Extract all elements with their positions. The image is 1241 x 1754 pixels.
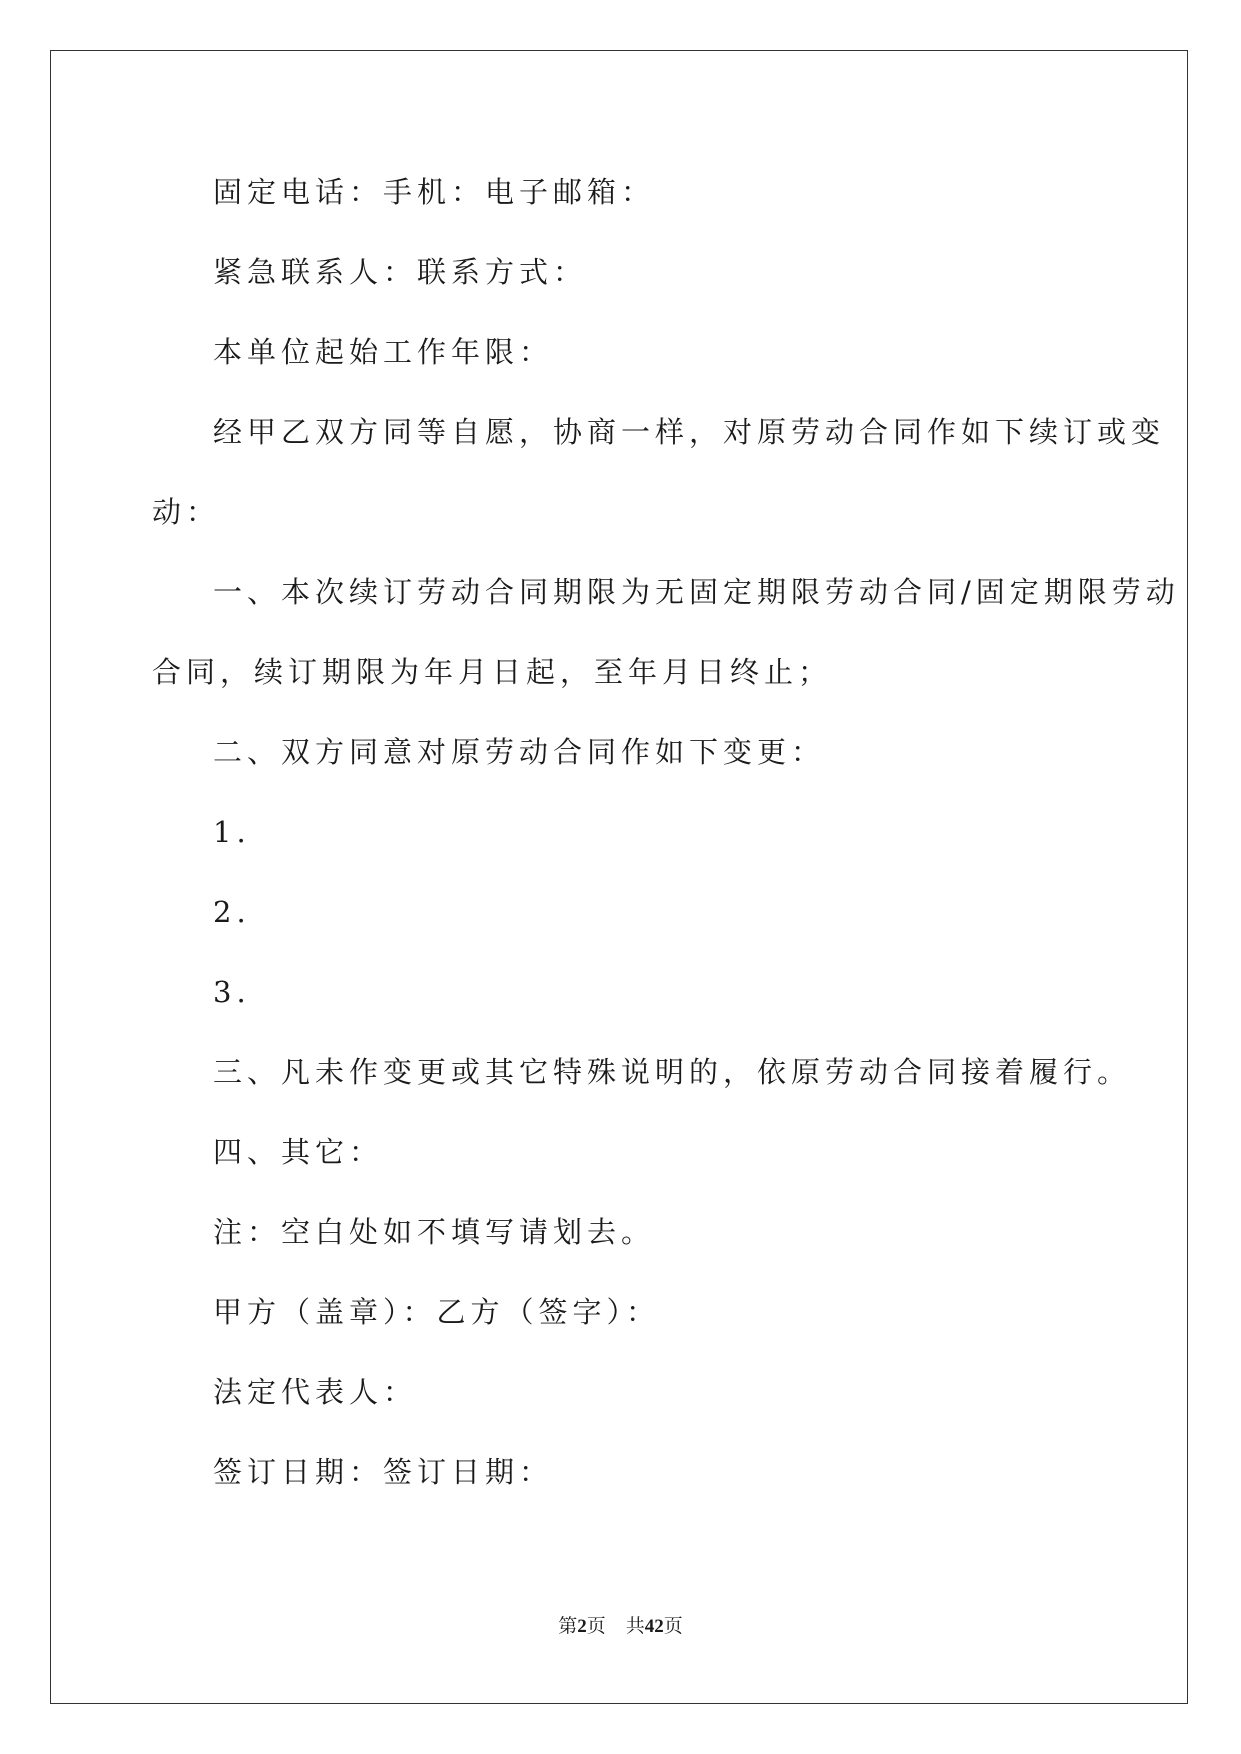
total-pages: 42 — [644, 1616, 664, 1637]
clause-one-line-1: 一、本次续订劳动合同期限为无固定期限劳动合同/固定期限劳动 — [213, 575, 1180, 609]
signing-date-line: 签订日期：签订日期： — [213, 1455, 554, 1489]
signature-parties-line: 甲方（盖章）：乙方（签字）： — [213, 1295, 661, 1329]
clause-three-line: 三、凡未作变更或其它特殊说明的，依原劳动合同接着履行。 — [213, 1055, 1132, 1089]
clause-four-line: 四、其它： — [213, 1135, 384, 1169]
agreement-paragraph-line-1: 经甲乙双方同等自愿，协商一样，对原劳动合同作如下续订或变 — [213, 415, 1166, 449]
legal-representative-line: 法定代表人： — [213, 1375, 418, 1409]
clause-one-line-2: 合同，续订期限为年月日起，至年月日终止； — [152, 655, 833, 689]
list-item-1: 1. — [213, 815, 251, 849]
page-footer — [0, 1614, 1241, 1640]
list-item-3: 3. — [213, 975, 251, 1009]
emergency-contact-line: 紧急联系人：联系方式： — [213, 255, 588, 289]
agreement-paragraph-line-2: 动： — [152, 495, 221, 529]
total-suffix: 页 — [663, 1616, 683, 1637]
page-prefix: 第 — [558, 1616, 578, 1637]
clause-two-line: 二、双方同意对原劳动合同作如下变更： — [213, 735, 826, 769]
work-years-line: 本单位起始工作年限： — [213, 335, 554, 369]
list-item-2: 2. — [213, 895, 251, 929]
total-prefix: 共 — [625, 1616, 645, 1637]
note-line: 注：空白处如不填写请划去。 — [213, 1215, 656, 1249]
page-suffix: 页 — [586, 1616, 606, 1637]
contact-phone-line: 固定电话：手机：电子邮箱： — [213, 175, 656, 209]
page-number: 2 — [577, 1616, 587, 1637]
